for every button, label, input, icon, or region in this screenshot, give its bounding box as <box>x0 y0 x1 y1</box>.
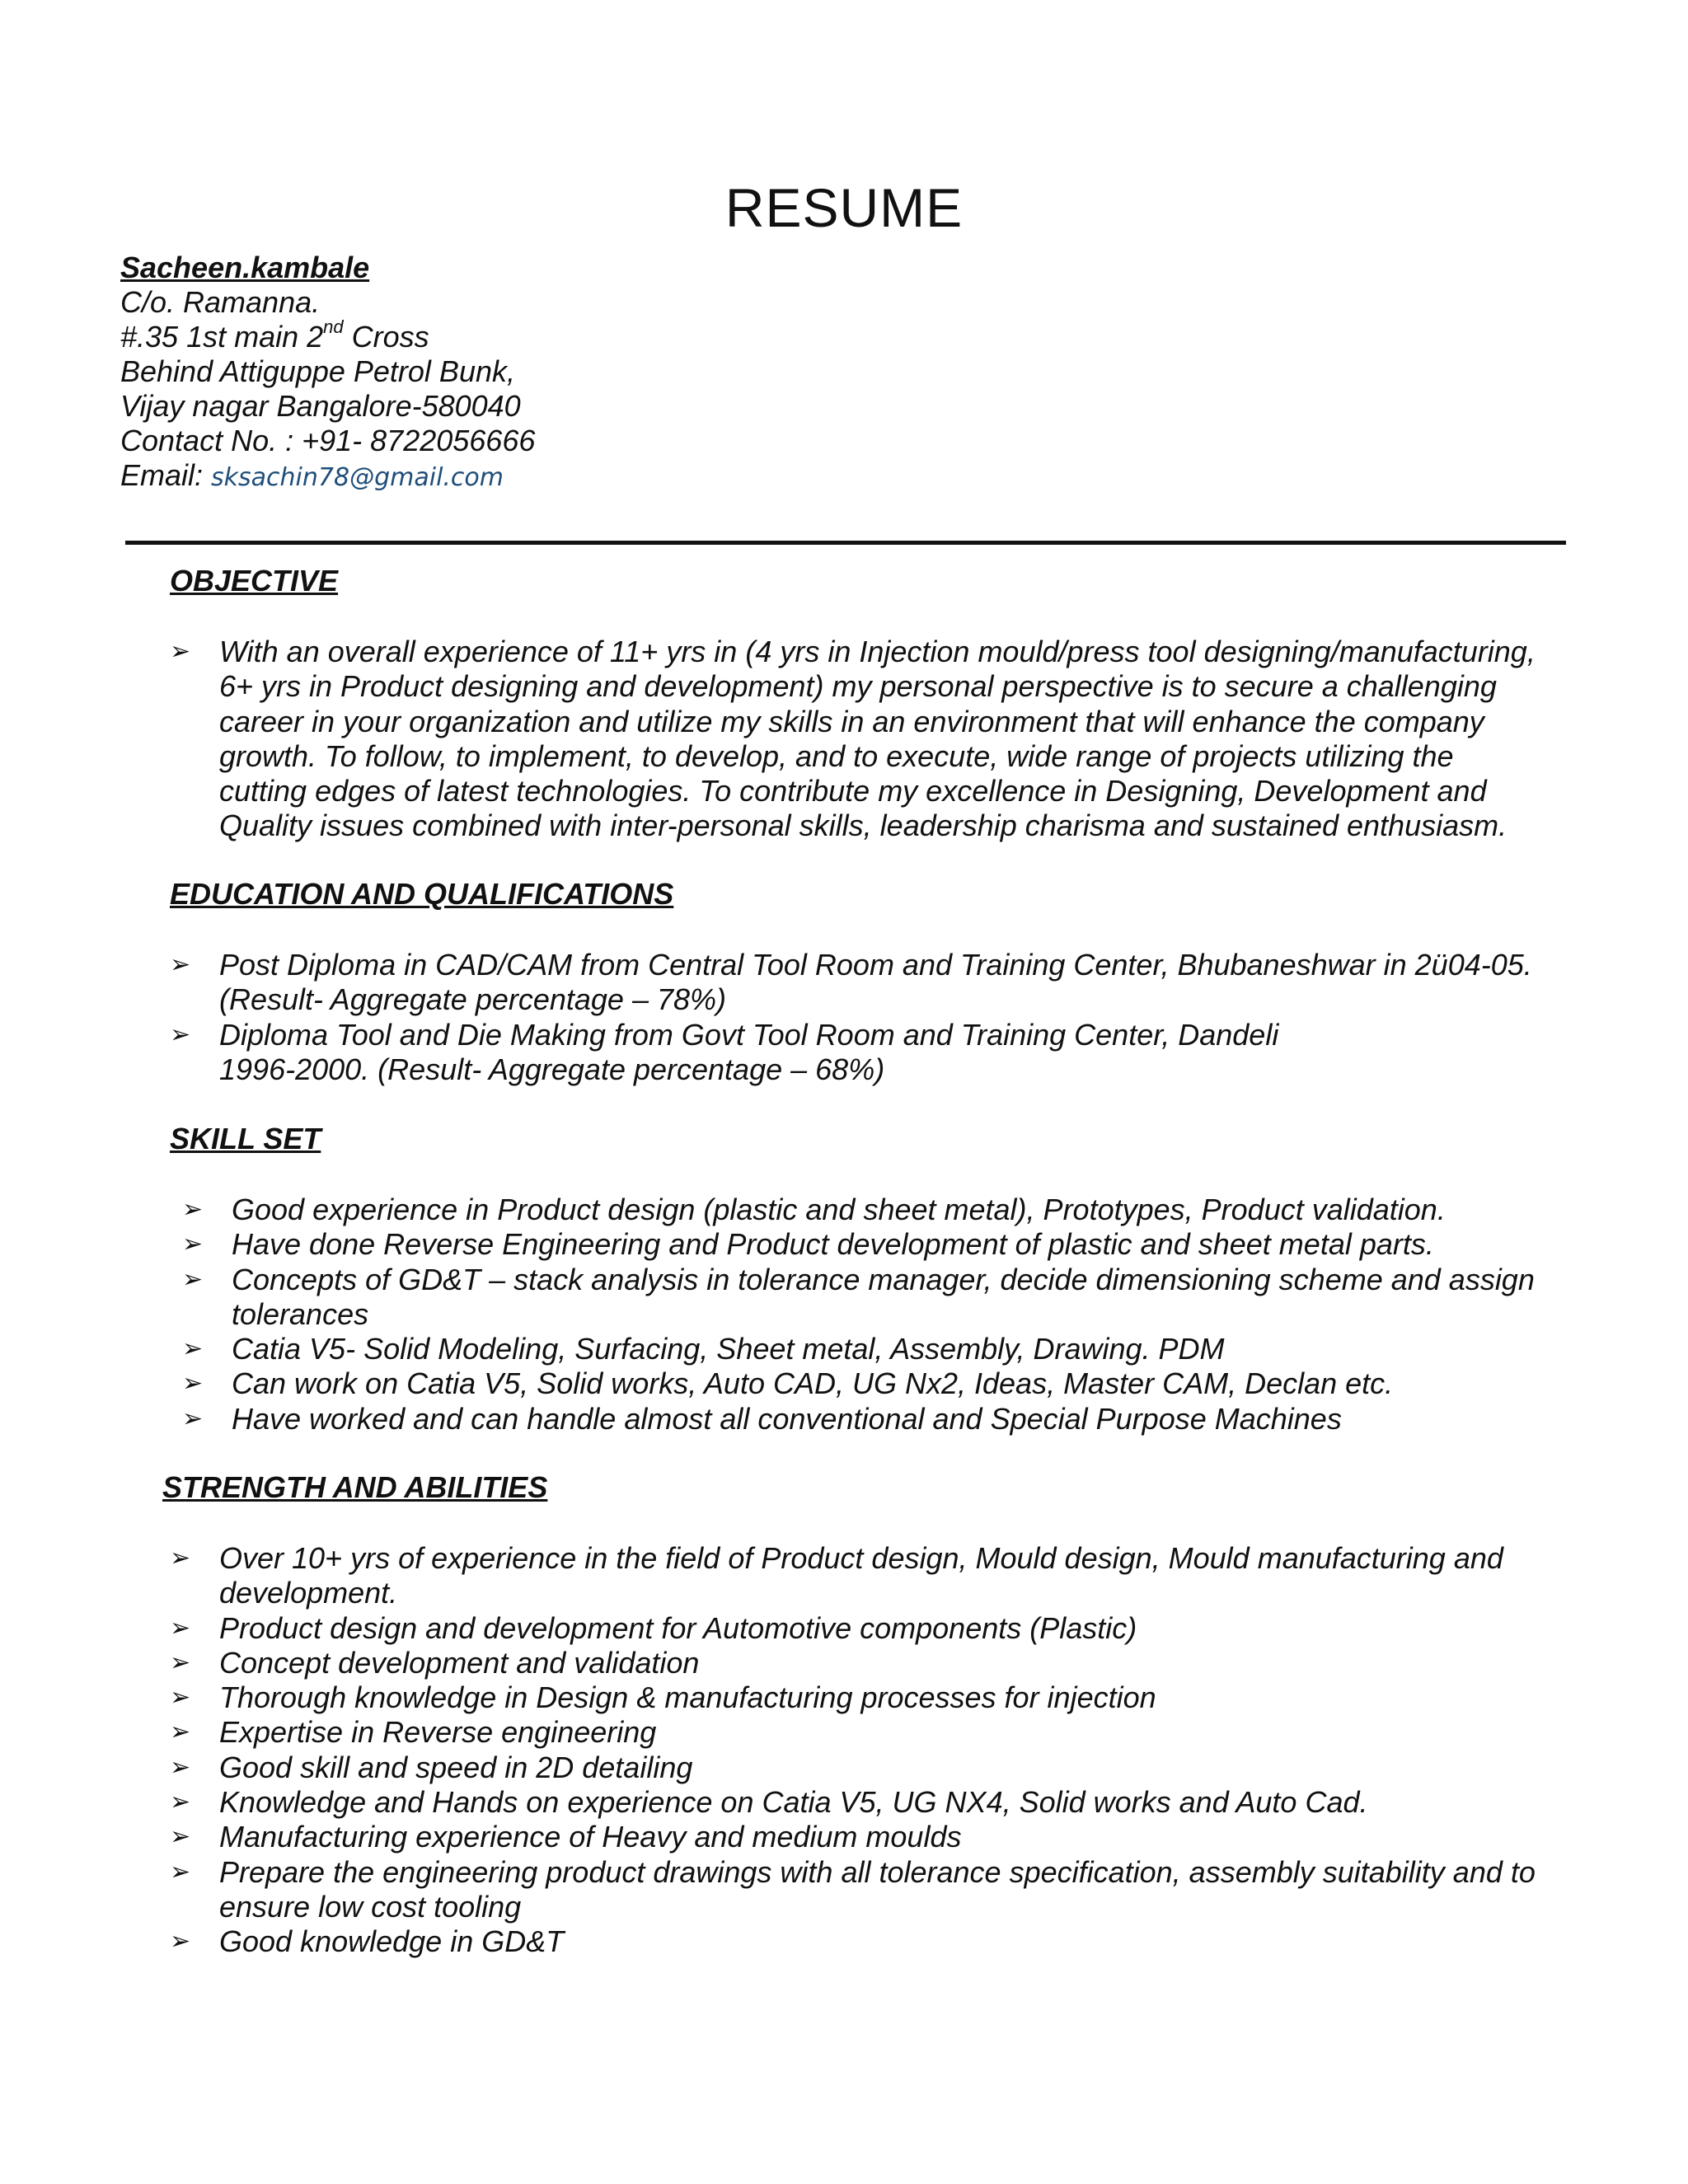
objective-list <box>170 635 1604 844</box>
skill-line: Have worked and can handle almost all conventional and Special Purpose Machines <box>232 1401 1342 1436</box>
strengths-heading: STRENGTH AND ABILITIES <box>162 1470 548 1504</box>
arrow-bullet-icon: ➢ <box>170 637 191 666</box>
skill-line: tolerances <box>232 1296 369 1331</box>
strength-item <box>170 1820 1620 1854</box>
contact-block <box>120 251 535 495</box>
objective-line: cutting edges of latest technologies. To contribute my excellence in Designing, Development and <box>219 774 1487 808</box>
strength-item <box>170 1645 1620 1680</box>
strength-item <box>170 1610 1620 1646</box>
objective-line: With an overall experience of 11+ yrs in (4 yrs in Injection mould/press tool designing/manufacturing, <box>219 635 1536 668</box>
arrow-bullet-icon: ➢ <box>170 1613 191 1643</box>
strength-item <box>170 1785 1620 1820</box>
arrow-bullet-icon: ➢ <box>170 950 191 979</box>
arrow-bullet-icon: ➢ <box>170 1647 191 1677</box>
strength-line: Good skill and speed in 2D detailing <box>219 1750 693 1784</box>
phone-line: Contact No. : +91- 8722056666 <box>120 424 536 457</box>
objective-heading: OBJECTIVE <box>170 564 339 598</box>
email-line <box>120 458 535 495</box>
strength-item <box>170 1680 1620 1715</box>
arrow-bullet-icon: ➢ <box>170 1752 191 1782</box>
objective-line: career in your organization and utilize my skills in an environment that will enhance the company <box>219 704 1484 738</box>
strength-line: Thorough knowledge in Design & manufacturing processes for injection <box>219 1680 1156 1715</box>
strength-line: ensure low cost tooling <box>219 1889 522 1924</box>
objective-item <box>170 635 1604 844</box>
skill-line: Can work on Catia V5, Solid works, Auto CAD, UG Nx2, Ideas, Master CAM, Declan etc. <box>232 1366 1394 1401</box>
education-line: Post Diploma in CAD/CAM from Central Tool Room and Training Center, Bhubaneshwar in 2ü04-05. <box>219 948 1532 982</box>
strength-line: Expertise in Reverse engineering <box>219 1715 657 1750</box>
strength-item <box>170 1854 1620 1925</box>
arrow-bullet-icon: ➢ <box>170 1788 191 1817</box>
strength-line: Concept development and validation <box>219 1645 700 1680</box>
strength-line: Knowledge and Hands on experience on Catia V5, UG NX4, Solid works and Auto Cad. <box>219 1785 1368 1820</box>
strength-line: Good knowledge in GD&T <box>219 1924 565 1959</box>
arrow-bullet-icon: ➢ <box>182 1195 204 1224</box>
education-item <box>170 1017 1620 1088</box>
education-heading: EDUCATION AND QUALIFICATIONS <box>170 877 674 911</box>
education-line: Diploma Tool and Die Making from Govt Tool Room and Training Center, Dandeli <box>219 1017 1279 1052</box>
arrow-bullet-icon: ➢ <box>182 1264 204 1294</box>
arrow-bullet-icon: ➢ <box>170 1927 191 1957</box>
skills-list <box>182 1193 1616 1436</box>
arrow-bullet-icon: ➢ <box>182 1404 204 1433</box>
skills-heading: SKILL SET <box>170 1122 321 1155</box>
strength-line: Prepare the engineering product drawings with all tolerance specification, assembly suitability and to <box>219 1854 1536 1889</box>
skill-item <box>182 1366 1616 1401</box>
page-title: RESUME <box>724 177 964 238</box>
strength-line: development. <box>219 1576 398 1610</box>
education-line: 1996-2000. (Result- Aggregate percentage – 68%) <box>219 1052 885 1086</box>
skill-item <box>182 1332 1616 1366</box>
strength-item <box>170 1924 1620 1959</box>
objective-line: 6+ yrs in Product designing and development) my personal perspective is to secure a challenging <box>219 669 1497 704</box>
skill-item <box>182 1262 1616 1333</box>
strength-line: Over 10+ yrs of experience in the field of Product design, Mould design, Mould manufacturing and <box>219 1541 1503 1575</box>
strength-line: Manufacturing experience of Heavy and medium moulds <box>219 1820 962 1854</box>
skill-item <box>182 1193 1616 1227</box>
arrow-bullet-icon: ➢ <box>170 1544 191 1572</box>
skill-line: Good experience in Product design (plastic and sheet metal), Prototypes, Product validation. <box>232 1193 1446 1226</box>
address-line-1-prefix: #.35 1st main 2 <box>120 320 324 354</box>
education-list <box>170 948 1620 1087</box>
objective-line: Quality issues combined with inter-personal skills, leadership charisma and sustained enthusiasm. <box>219 808 1507 843</box>
strengths-list <box>170 1541 1620 1960</box>
email-link[interactable]: sksachin78@gmail.com <box>211 463 504 492</box>
arrow-bullet-icon: ➢ <box>170 1019 191 1049</box>
skill-line: Have done Reverse Engineering and Product development of plastic and sheet metal parts. <box>232 1227 1434 1262</box>
care-of-line: C/o. Ramanna. <box>120 285 321 319</box>
horizontal-divider <box>125 541 1566 545</box>
objective-line: growth. To follow, to implement, to develop, and to execute, wide range of projects utilizing the <box>219 738 1454 773</box>
arrow-bullet-icon: ➢ <box>182 1369 204 1399</box>
education-line: (Result- Aggregate percentage – 78%) <box>219 982 727 1017</box>
address-line-1-superscript: nd <box>323 316 344 337</box>
arrow-bullet-icon: ➢ <box>170 1822 191 1852</box>
skill-line: Concepts of GD&T – stack analysis in tolerance manager, decide dimensioning scheme and assign <box>232 1262 1535 1296</box>
arrow-bullet-icon: ➢ <box>182 1334 204 1364</box>
address-line-2: Behind Attiguppe Petrol Bunk, <box>120 354 515 388</box>
education-item <box>170 948 1620 1018</box>
candidate-name: Sacheen.kambale <box>120 251 370 284</box>
skill-item <box>182 1401 1616 1436</box>
address-line-1-suffix: Cross <box>343 320 429 354</box>
skill-item <box>182 1227 1616 1262</box>
strength-line: Product design and development for Automotive components (Plastic) <box>219 1610 1137 1645</box>
arrow-bullet-icon: ➢ <box>182 1230 204 1259</box>
address-line-3: Vijay nagar Bangalore-580040 <box>120 389 521 423</box>
email-label: Email: <box>120 458 212 492</box>
strength-item <box>170 1541 1620 1611</box>
arrow-bullet-icon: ➢ <box>170 1683 191 1713</box>
address-line-1 <box>120 316 535 354</box>
strength-item <box>170 1715 1620 1750</box>
skill-line: Catia V5- Solid Modeling, Surfacing, Sheet metal, Assembly, Drawing. PDM <box>232 1332 1225 1366</box>
arrow-bullet-icon: ➢ <box>170 1857 191 1886</box>
strength-item <box>170 1750 1620 1785</box>
arrow-bullet-icon: ➢ <box>170 1718 191 1747</box>
